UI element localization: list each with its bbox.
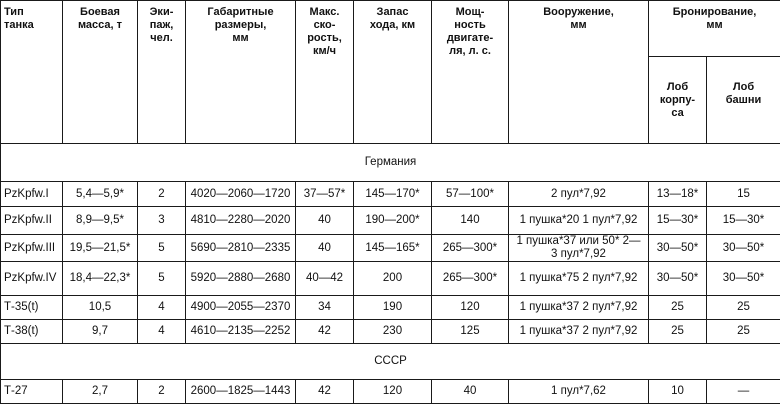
speed-cell: 40—42 xyxy=(296,262,354,296)
range-cell: 145—165* xyxy=(354,235,432,262)
armament-cell: 1 пушка*37 или 50* 2— 3 пул*7,92 xyxy=(509,235,649,262)
power-cell: 140 xyxy=(432,207,509,235)
table-row xyxy=(1,235,780,262)
crew-cell: 5 xyxy=(138,262,186,296)
armament-cell: 1 пушка*20 1 пул*7,92 xyxy=(509,207,649,235)
tank-type-cell: PzKpfw.I xyxy=(1,182,63,207)
crew-cell: 2 xyxy=(138,182,186,207)
armor-turret-cell: 25 xyxy=(707,320,780,344)
mass-cell: 18,4—22,3* xyxy=(63,262,138,296)
armor-turret-cell: 30—50* xyxy=(707,235,780,262)
header-armor: Бронирование, мм xyxy=(649,1,780,57)
armor-turret-cell: 25 xyxy=(707,296,780,320)
header-type: Тип танка xyxy=(1,1,63,144)
armor-turret-cell: — xyxy=(707,380,780,404)
tank-type-cell: Т-27 xyxy=(1,380,63,404)
range-cell: 200 xyxy=(354,262,432,296)
armament-cell: 1 пушка*37 2 пул*7,92 xyxy=(509,320,649,344)
speed-cell: 34 xyxy=(296,296,354,320)
section-title: СССР xyxy=(1,344,780,380)
armament-cell: 1 пул*7,62 xyxy=(509,380,649,404)
dimensions-cell: 4900—2055—2370 xyxy=(186,296,296,320)
range-cell: 145—170* xyxy=(354,182,432,207)
table-row xyxy=(1,296,780,320)
header-dims: Габаритные размеры, мм xyxy=(186,1,296,144)
section-title: Германия xyxy=(1,144,780,182)
armament-cell: 2 пул*7,92 xyxy=(509,182,649,207)
mass-cell: 10,5 xyxy=(63,296,138,320)
tank-type-cell: Т-35(t) xyxy=(1,296,63,320)
table-header xyxy=(1,1,780,144)
armor-hull-cell: 13—18* xyxy=(649,182,707,207)
armor-hull-cell: 10 xyxy=(649,380,707,404)
power-cell: 265—300* xyxy=(432,235,509,262)
crew-cell: 2 xyxy=(138,380,186,404)
armor-turret-cell: 15—30* xyxy=(707,207,780,235)
section-row xyxy=(1,144,780,182)
tank-type-cell: Т-38(t) xyxy=(1,320,63,344)
header-armor-turret: Лоб башни xyxy=(707,57,780,144)
range-cell: 230 xyxy=(354,320,432,344)
header-mass: Боевая масса, т xyxy=(63,1,138,144)
mass-cell: 9,7 xyxy=(63,320,138,344)
table-row xyxy=(1,182,780,207)
armor-hull-cell: 25 xyxy=(649,296,707,320)
dimensions-cell: 5920—2880—2680 xyxy=(186,262,296,296)
header-crew: Эки- паж, чел. xyxy=(138,1,186,144)
header-power: Мощ- ность двигате- ля, л. с. xyxy=(432,1,509,144)
dimensions-cell: 4610—2135—2252 xyxy=(186,320,296,344)
mass-cell: 5,4—5,9* xyxy=(63,182,138,207)
armor-turret-cell: 15 xyxy=(707,182,780,207)
range-cell: 190—200* xyxy=(354,207,432,235)
power-cell: 125 xyxy=(432,320,509,344)
tank-type-cell: PzKpfw.II xyxy=(1,207,63,235)
mass-cell: 8,9—9,5* xyxy=(63,207,138,235)
mass-cell: 2,7 xyxy=(63,380,138,404)
dimensions-cell: 4020—2060—1720 xyxy=(186,182,296,207)
tank-type-cell: PzKpfw.III xyxy=(1,235,63,262)
power-cell: 40 xyxy=(432,380,509,404)
power-cell: 120 xyxy=(432,296,509,320)
table-row xyxy=(1,380,780,404)
armament-cell: 1 пушка*37 2 пул*7,92 xyxy=(509,296,649,320)
section-row xyxy=(1,344,780,380)
speed-cell: 40 xyxy=(296,207,354,235)
dimensions-cell: 5690—2810—2335 xyxy=(186,235,296,262)
table-row xyxy=(1,262,780,296)
crew-cell: 5 xyxy=(138,235,186,262)
range-cell: 120 xyxy=(354,380,432,404)
dimensions-cell: 2600—1825—1443 xyxy=(186,380,296,404)
header-speed: Макс. ско- рость, км/ч xyxy=(296,1,354,144)
crew-cell: 4 xyxy=(138,296,186,320)
header-armor-hull: Лоб корпу- са xyxy=(649,57,707,144)
table-row xyxy=(1,207,780,235)
speed-cell: 42 xyxy=(296,380,354,404)
range-cell: 190 xyxy=(354,296,432,320)
armor-hull-cell: 30—50* xyxy=(649,235,707,262)
armor-hull-cell: 25 xyxy=(649,320,707,344)
armor-turret-cell: 30—50* xyxy=(707,262,780,296)
mass-cell: 19,5—21,5* xyxy=(63,235,138,262)
armor-hull-cell: 30—50* xyxy=(649,262,707,296)
crew-cell: 4 xyxy=(138,320,186,344)
table-row xyxy=(1,320,780,344)
header-arms: Вооружение, мм xyxy=(509,1,649,144)
crew-cell: 3 xyxy=(138,207,186,235)
armament-cell: 1 пушка*75 2 пул*7,92 xyxy=(509,262,649,296)
table-body xyxy=(1,144,780,404)
speed-cell: 40 xyxy=(296,235,354,262)
speed-cell: 37—57* xyxy=(296,182,354,207)
power-cell: 57—100* xyxy=(432,182,509,207)
power-cell: 265—300* xyxy=(432,262,509,296)
header-range: Запас хода, км xyxy=(354,1,432,144)
armor-hull-cell: 15—30* xyxy=(649,207,707,235)
tank-type-cell: PzKpfw.IV xyxy=(1,262,63,296)
speed-cell: 42 xyxy=(296,320,354,344)
dimensions-cell: 4810—2280—2020 xyxy=(186,207,296,235)
